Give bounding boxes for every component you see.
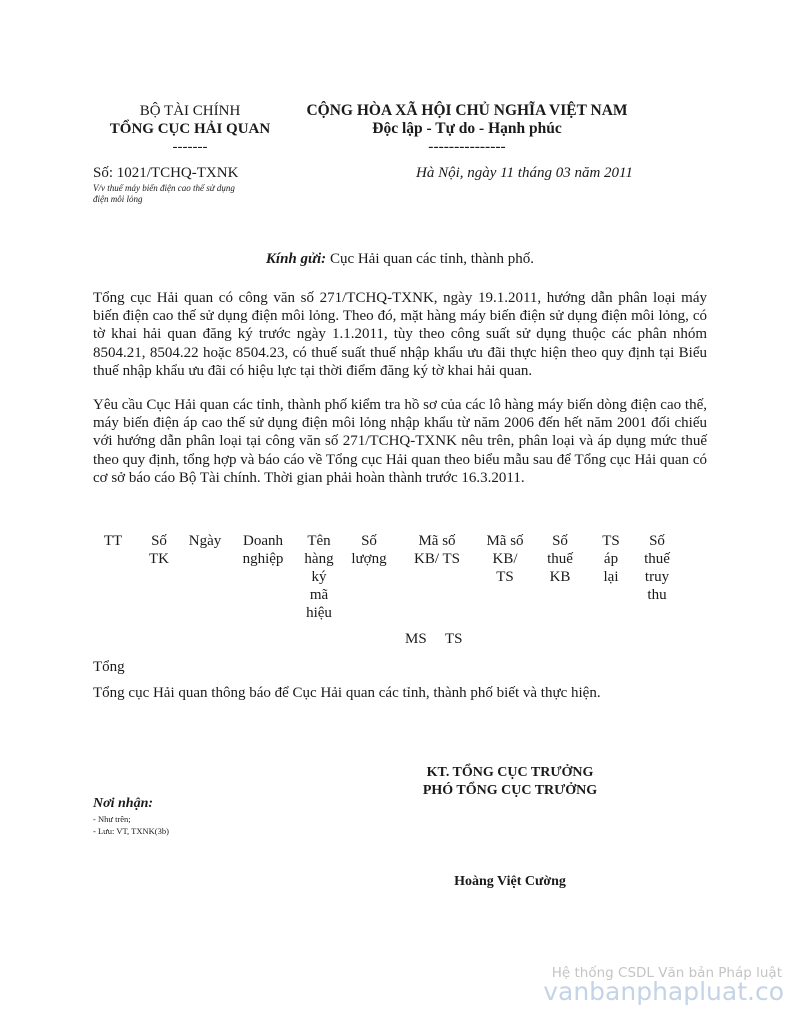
table-column-header-line: TK [149,551,169,567]
left-divider: ------- [172,139,208,155]
table-column-header-line: Tên [307,533,331,549]
national-header [292,102,642,156]
recipient-item: - Như trên; [93,814,131,824]
table-column-header-line: nghiệp [242,551,284,567]
issuing-agency [90,102,290,156]
subject-line-1: V/v thuế máy biến điện cao thế sử dụng [93,183,235,193]
table-column-header-line: TT [103,533,123,549]
table-column-header [344,532,394,568]
table-column-header-line: mã [309,587,329,603]
table-column-header-line: Số [361,533,377,549]
table-column-header [591,532,631,586]
republic-title: CỘNG HÒA XÃ HỘI CHỦ NGHĨA VIỆT NAM [306,102,628,119]
table-column-header-line: thu [647,587,667,603]
table-column-header-line: ký [311,569,327,585]
subject-line-2: điện môi lỏng [93,194,143,204]
table-column-header-line: thuế [547,551,573,567]
table-column-header [299,532,339,622]
table-column-header-line: Mã số [418,533,456,549]
table-column-header [139,532,179,568]
table-column-header [635,532,680,604]
document-subject [93,183,283,205]
signature-title-2: PHÓ TỔNG CỤC TRƯỞNG [422,783,598,798]
table-total-label: Tổng [93,659,125,675]
table-column-header [93,532,133,550]
table-column-header-line: TS [496,569,514,585]
body-paragraph-2: Yêu cầu Cục Hải quan các tỉnh, thành phố kiểm tra hồ sơ của các lô hàng máy biến dòng điện cao thế, máy biến điện áp cao thế sử dụng điện môi lỏng nhập khẩu từ năm 2006 đến hết năm 2001 đối chiếu với hướng dẫn phân loại tại công văn số 271/TCHQ-TXNK nêu trên, phân loại và áp dụng mức thuế theo quy định, tổng hợp và báo cáo về Tổng cục Hải quan theo biểu mẫu sau để Tổng cục Hải quan có cơ sở báo cáo Bộ Tài chính. Thời gian phải hoàn thành trước 16.3.2011. [93,397,707,486]
place-date: Hà Nội, ngày 11 tháng 03 năm 2011 [416,165,633,181]
table-sub-ms: MS [405,631,427,647]
table-column-header-line: Số [151,533,167,549]
document-number: Số: 1021/TCHQ-TXNK [93,165,239,181]
table-column-header-line: Mã số [486,533,524,549]
watermark-line-2: vanbanphapluat.co [543,977,784,1006]
table-column-header [402,532,472,568]
right-divider: --------------- [428,138,506,155]
body-paragraph-1: Tổng cục Hải quan có công văn số 271/TCHQ-TXNK, ngày 19.1.2011, hướng dẫn phân loại máy biến điện cao thế sử dụng điện môi lỏng. Theo đó, mặt hàng máy biến điện sử dụng điện môi lỏng, có tờ khai hải quan đăng ký trước ngày 1.1.2011, tùy theo công suất sử dụng thuộc các phân nhóm 8504.21, 8504.22 hoặc 8504.23, có thuế suất thuế nhập khẩu ưu đãi thực hiện theo quy định tại Biểu thuế nhập khẩu ưu đãi có hiệu lực tại thời điểm đăng ký tờ khai hải quan. [93,290,707,379]
national-motto: Độc lập - Tự do - Hạnh phúc [372,120,562,137]
table-column-header-line: áp [603,551,619,567]
table-column-header-line: KB [549,569,571,585]
signer-name: Hoàng Việt Cường [454,874,566,889]
closing-sentence: Tổng cục Hải quan thông báo để Cục Hải quan các tỉnh, thành phố biết và thực hiện. [93,685,601,701]
table-column-header-line: KB/ TS [414,551,460,567]
table-column-header-line: Số [552,533,568,549]
table-column-header [233,532,293,568]
table-column-header-line: lại [603,569,619,585]
table-column-header-line: lượng [351,551,387,567]
table-column-header-line: hiệu [306,605,332,621]
recipients-label: Nơi nhận: [93,796,154,811]
table-sub-ts: TS [445,631,463,647]
table-column-header-line: truy [644,569,670,585]
addressee-label: Kính gửi: [265,251,327,267]
table-column-header [180,532,230,550]
recipient-item: - Lưu: VT, TXNK(3b) [93,826,169,836]
watermark-line-1: Hệ thống CSDL Văn bản Pháp luật [551,965,782,981]
table-column-header [478,532,533,586]
addressee-value: Cục Hải quan các tỉnh, thành phố. [326,251,535,267]
ministry-name: BỘ TÀI CHÍNH [139,103,241,119]
table-column-header-line: TS [602,533,620,549]
department-name: TỔNG CỤC HẢI QUAN [109,121,271,137]
table-column-header-line: Doanh [243,533,283,549]
table-column-header-line: Ngày [188,533,222,549]
table-column-header-line: hàng [304,551,334,567]
table-column-header-line: KB/ [492,551,518,567]
signature-block [350,764,670,800]
addressee [93,251,707,268]
table-column-header-line: thuế [644,551,670,567]
table-column-header [538,532,583,586]
table-column-header-line: Số [649,533,665,549]
signature-title-1: KT. TỔNG CỤC TRƯỞNG [426,765,594,780]
